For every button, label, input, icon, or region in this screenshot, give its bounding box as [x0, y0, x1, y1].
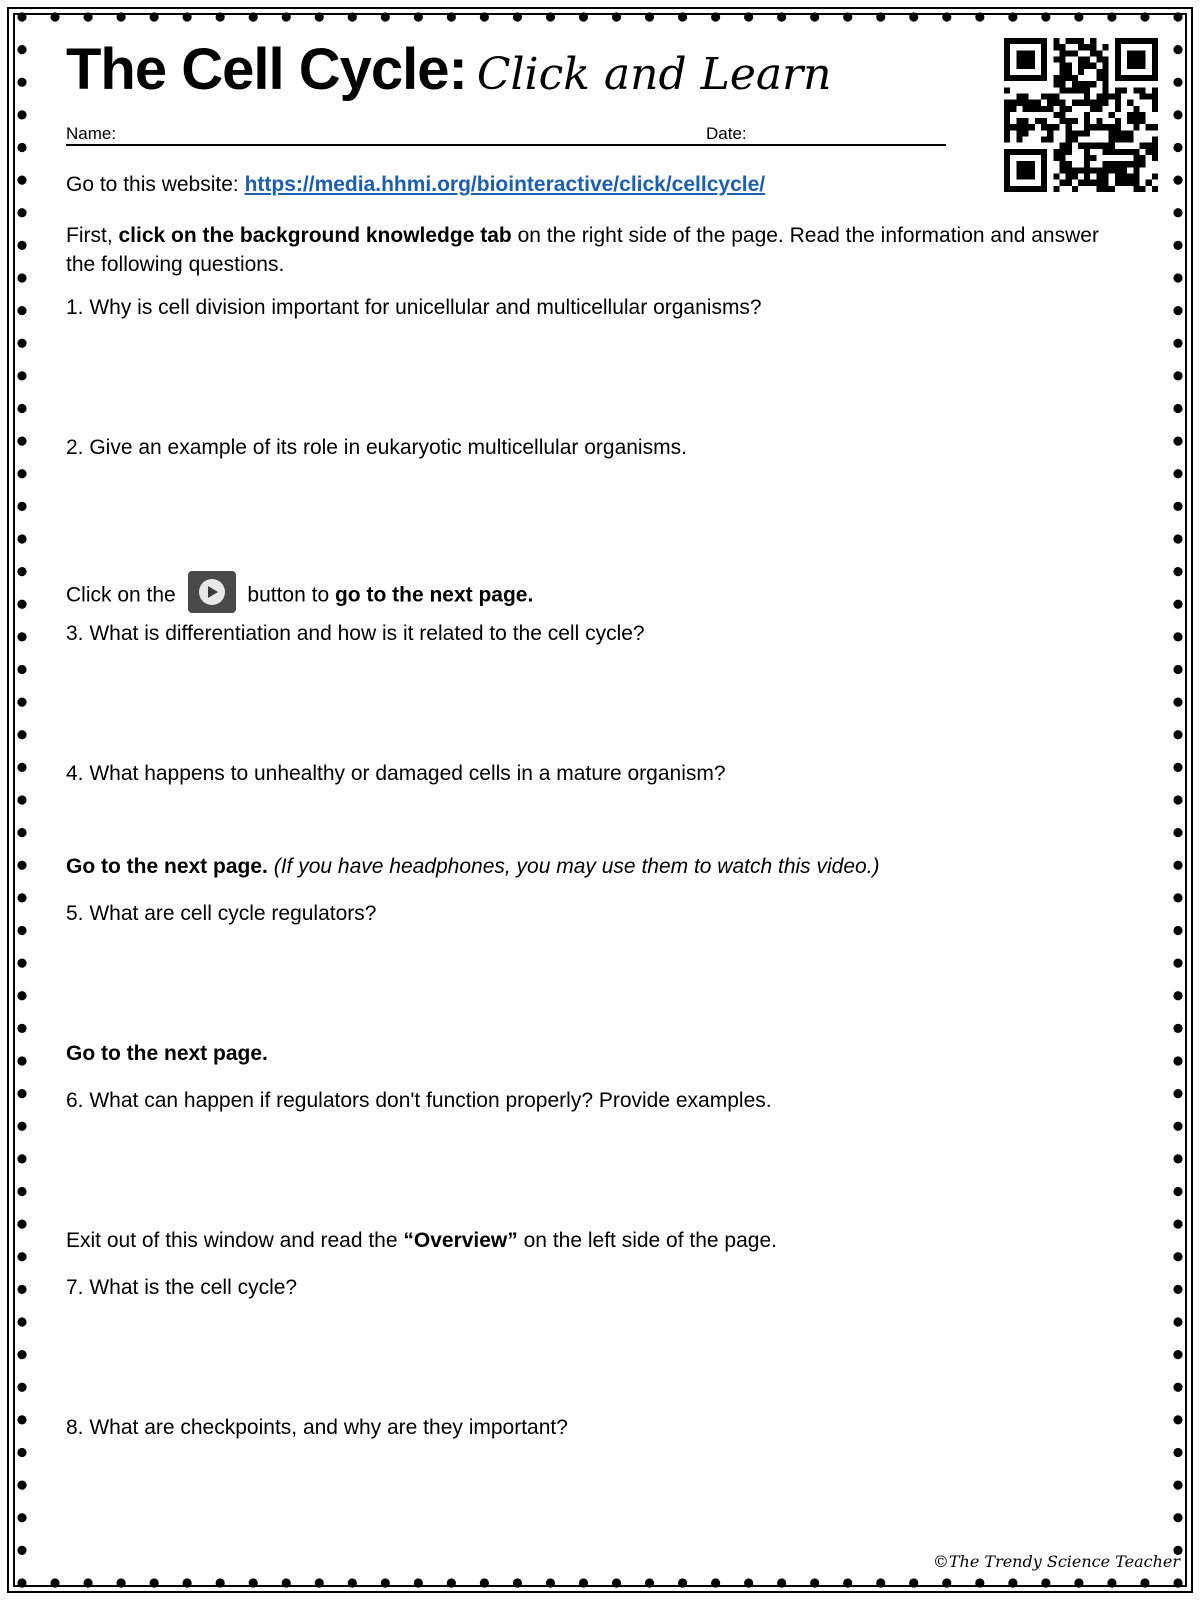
- qr-code-icon: [1004, 38, 1158, 192]
- website-prefix: Go to this website:: [66, 173, 239, 196]
- click-pre: Click on the: [66, 583, 176, 607]
- question-2: 2. Give an example of its role in eukaryotic multicellular organisms.: [66, 436, 687, 459]
- exit-post: on the left side of the page.: [523, 1229, 777, 1252]
- overview-instruction: [66, 1229, 777, 1253]
- worksheet: [66, 0, 1156, 1600]
- title-bold-part: The Cell Cycle:: [66, 37, 467, 102]
- next-page-video-instruction: [66, 855, 880, 879]
- question-3: 3. What is differentiation and how is it related to the cell cycle?: [66, 622, 645, 645]
- next-page-bold-2: Go to the next page.: [66, 1042, 268, 1065]
- intro-bold: click on the background knowledge tab: [118, 224, 512, 247]
- exit-pre: Exit out of this window and read the: [66, 1229, 398, 1252]
- play-button-icon: [188, 571, 236, 613]
- copyright-credit: ©The Trendy Science Teacher: [932, 1552, 1180, 1571]
- question-8: 8. What are checkpoints, and why are they important?: [66, 1416, 568, 1439]
- intro-pre: First,: [66, 224, 113, 247]
- question-5: 5. What are cell cycle regulators?: [66, 902, 377, 925]
- page-title: [66, 36, 832, 103]
- headphones-note: (If you have headphones, you may use them to watch this video.): [273, 855, 880, 878]
- click-bold: go to the next page.: [334, 583, 534, 607]
- next-page-instruction: [66, 1042, 268, 1066]
- intro-paragraph: [66, 221, 1126, 279]
- overview-bold: “Overview”: [403, 1229, 518, 1252]
- click-next-instruction: [66, 575, 533, 617]
- title-script-part: Click and Learn: [476, 49, 832, 100]
- website-link[interactable]: https://media.hhmi.org/biointeractive/click/cellcycle/: [244, 173, 766, 196]
- next-page-bold: Go to the next page.: [66, 855, 268, 878]
- question-6: 6. What can happen if regulators don't function properly? Provide examples.: [66, 1089, 772, 1112]
- website-line: [66, 173, 765, 197]
- question-1: 1. Why is cell division important for unicellular and multicellular organisms?: [66, 296, 762, 319]
- date-label: Date:: [706, 124, 747, 143]
- click-mid: button to: [247, 583, 330, 607]
- name-date-line[interactable]: [66, 122, 946, 146]
- intro-post: on the right side of the page. Read the information and answer the following questions.: [66, 224, 1099, 276]
- name-label: Name:: [66, 124, 117, 143]
- question-7: 7. What is the cell cycle?: [66, 1276, 298, 1299]
- question-4: 4. What happens to unhealthy or damaged cells in a mature organism?: [66, 762, 726, 785]
